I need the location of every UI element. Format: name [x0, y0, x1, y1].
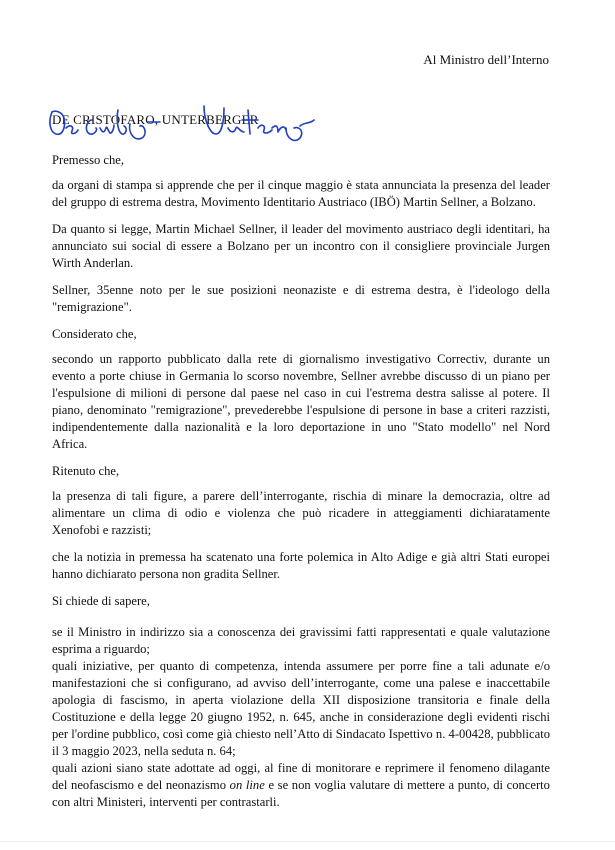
paragraph: che la notizia in premessa ha scatenato una forte polemica in Alto Adige e già altri Stati europei hanno dichiarato persona non gradita Sellner. — [52, 550, 550, 581]
addressee: Al Ministro dell’Interno — [423, 52, 549, 67]
paragraph: la presenza di tali figure, a parere dell’interrogante, rischia di minare la democrazia, oltre ad alimentare un clima di odio e violenza che può ricadere in atteggiamenti dichiaratamente Xenofobi e razzisti; — [52, 489, 550, 537]
section-heading-ritenuto: Ritenuto che, — [52, 464, 120, 478]
paragraph: da organi di stampa si apprende che per il cinque maggio è stata annunciata la presenza del leader del gruppo di estrema destra, Movimento Identitario Austriaco (IBÖ) Martin Sellner, a Bolzano. — [52, 178, 550, 209]
signature-mark — [204, 106, 224, 134]
question-item — [52, 760, 550, 811]
section-heading-considerato: Considerato che, — [52, 327, 137, 341]
signature-mark — [272, 126, 286, 132]
signature-mark — [50, 111, 65, 134]
signature-mark — [130, 124, 145, 139]
handwritten-signatures — [44, 98, 324, 146]
authors-line: DE CRISTOFARO, UNTERBERGER — [52, 112, 259, 127]
question-item: quali iniziative, per quanto di competenza, intenda assumere per porre fine a tali adunate e/o manifestazioni che si configurano, ad avviso dell’interrogante, come una palese e inaccettabile apologia di fascismo, in aperta violazione della XII disposizione transitoria e finale della Costituzione e della legge 20 giugno 1952, n. 645, anche in considerazione degli evidenti rischi per l'ordine pubblico, così come già chiesto nell’Atto di Sindacato Ispettivo n. 4-00428, pubblicato il 3 maggio 2023, nella seduta n. 64; — [52, 659, 550, 758]
page-bottom-edge — [0, 841, 615, 842]
question-text: quali azioni siano state adottate ad oggi, al fine di monitorare e reprimere il fenomeno dilagante del neofascismo e del neonazismo — [52, 761, 550, 792]
question-text: e se non voglia valutare di mettere a punto, di concerto con altri Ministeri, interventi per contrastarli. — [52, 778, 550, 809]
paragraph: Sellner, 35enne noto per le sue posizioni neonaziste e di estrema destra, è l'ideologo della "remigrazione". — [52, 283, 550, 314]
signature-mark — [258, 125, 272, 133]
signature-mark — [242, 110, 258, 134]
signature-mark — [66, 126, 78, 134]
signature-mark — [228, 127, 244, 132]
signature-mark — [100, 125, 114, 133]
section-heading-si-chiede: Si chiede di sapere, — [52, 594, 150, 608]
document-body — [52, 152, 550, 811]
emphasis-text: on line — [229, 778, 265, 792]
signature-mark — [86, 120, 96, 134]
section-heading-premesso: Premesso che, — [52, 153, 125, 167]
signature-mark — [300, 120, 314, 126]
paragraph: Da quanto si legge, Martin Michael Sellner, il leader del movimento austriaco degli identitari, ha annunciato sui social di essere a Bolzano per un incontro con il consigliere provinciale Jurgen Wirth Anderlan. — [52, 222, 550, 270]
signature-mark — [286, 128, 302, 141]
question-item: se il Ministro in indirizzo sia a conoscenza dei gravissimi fatti rappresentati e quale valutazione esprima a riguardo; — [52, 625, 550, 656]
paragraph: secondo un rapporto pubblicato dalla rete di giornalismo investigativo Correctiv, durante un evento a porte chiuse in Germania lo scorso novembre, Sellner avrebbe discusso di un piano per l'espulsione di milioni di persone dal paese nel caso in cui l'estrema destra salisse al potere. Il piano, denominato "remigrazione", prevederebbe l'espulsione di persone in base a criteri razzisti, indipendentemente dalla nazionalità e la loro deportazione in uno "Stato modello" nel Nord Africa. — [52, 352, 550, 451]
signature-mark — [117, 110, 126, 134]
